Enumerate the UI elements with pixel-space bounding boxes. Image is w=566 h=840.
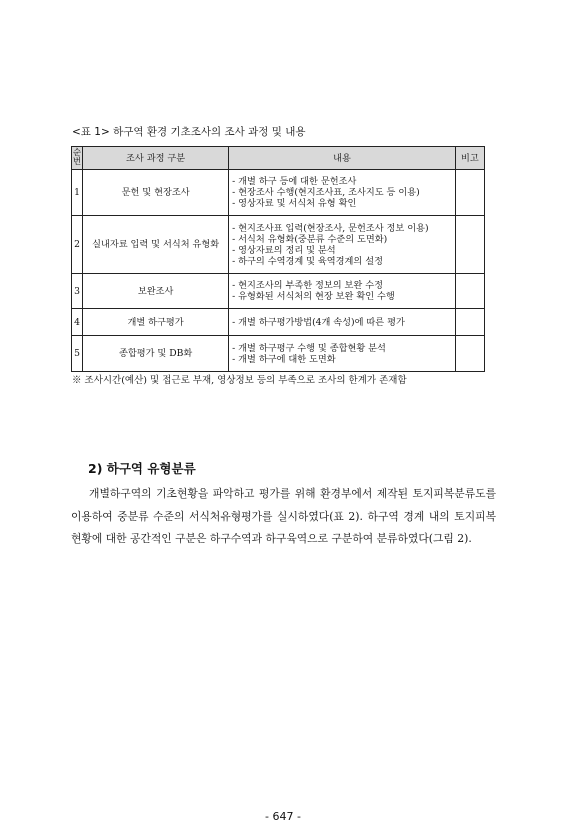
table-header-row (72, 147, 485, 170)
header-category: 조사 과정 구분 (83, 147, 229, 170)
row-note (455, 309, 484, 336)
content-line: - 개별 하구평가방법(4개 속성)에 따른 평가 (232, 316, 405, 328)
row-note (455, 336, 484, 372)
content-line: - 현장조사 수행(현지조사표, 조사지도 등 이용) (232, 187, 420, 198)
row-category: 실내자료 입력 및 서식처 유형화 (83, 216, 229, 274)
header-number: 순번 (72, 147, 83, 170)
row-note (455, 216, 484, 274)
content-line: - 영상자료의 정리 및 분석 (232, 244, 336, 256)
body-paragraph (71, 483, 496, 551)
row-content (229, 336, 456, 372)
row-number: 4 (72, 309, 83, 336)
table-row (72, 170, 485, 216)
row-number: 3 (72, 274, 83, 309)
row-number: 2 (72, 216, 83, 274)
row-content (229, 170, 456, 216)
table-row (72, 309, 485, 336)
table-row (72, 216, 485, 274)
row-category: 보완조사 (83, 274, 229, 309)
content-line: - 개별 하구에 대한 도면화 (232, 353, 336, 365)
row-category: 문헌 및 현장조사 (83, 170, 229, 216)
row-category: 종합평가 및 DB화 (83, 336, 229, 372)
content-line: - 유형화된 서식처의 현장 보완 확인 수행 (232, 291, 395, 302)
content-line: - 개별 하구 등에 대한 문헌조사 (232, 176, 357, 187)
content-line: - 영상자료 및 서식처 유형 확인 (232, 198, 357, 209)
paragraph-text: 개별하구역의 기초현황을 파악하고 평가를 위해 환경부에서 제작된 토지피복분류도를 이용하여 중분류 수준의 서식처유형평가를 실시하였다(표 2). 하구역 경계 내의 토지피복현황에 대한 공간적인 구분은 하구수역과 하구육역으로 구분하여 분류하였다(그림 2). (71, 487, 496, 545)
row-number: 1 (72, 170, 83, 216)
row-content (229, 274, 456, 309)
table-caption: <표 1> 하구역 환경 기초조사의 조사 과정 및 내용 (72, 126, 306, 138)
row-number: 5 (72, 336, 83, 372)
content-line: - 현지조사의 부족한 정보의 보완 수정 (232, 280, 383, 291)
content-line: - 개별 하구평구 수행 및 종합현황 분석 (232, 342, 386, 354)
section-title: 2) 하구역 유형분류 (88, 461, 196, 476)
table-footnote: ※ 조사시간(예산) 및 접근로 부재, 영상정보 등의 부족으로 조사의 한계가 존재함 (72, 375, 407, 386)
row-category: 개별 하구평가 (83, 309, 229, 336)
table-row (72, 336, 485, 372)
content-line: - 서식처 유형화(중분류 수준의 도면화) (232, 233, 388, 245)
table-row (72, 274, 485, 309)
content-line: - 현지조사표 입력(현장조사, 문헌조사 정보 이용) (232, 222, 429, 234)
content-line: - 하구의 수역경계 및 육역경계의 설정 (232, 255, 383, 267)
header-content: 내용 (229, 147, 456, 170)
row-content (229, 216, 456, 274)
row-note (455, 274, 484, 309)
page-number: - 647 - (265, 810, 301, 823)
row-content (229, 309, 456, 336)
header-note: 비고 (455, 147, 484, 170)
row-note (455, 170, 484, 216)
survey-process-table (71, 146, 485, 372)
